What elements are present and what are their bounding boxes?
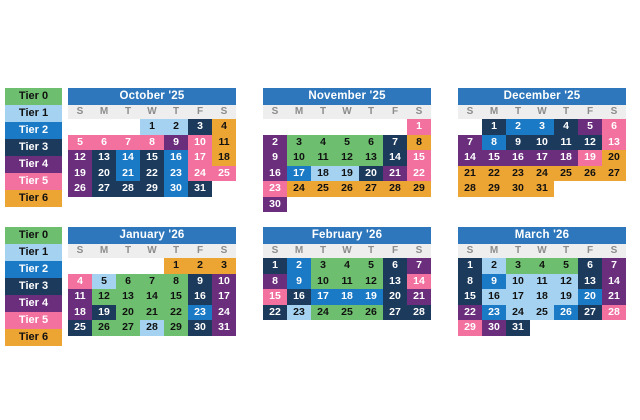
day-cell-tier-6: 18 [212, 150, 236, 166]
day-cell-tier-0: 8 [164, 274, 188, 290]
day-of-week-label: T [367, 245, 375, 256]
day-cell-tier-3: 28 [407, 305, 431, 321]
day-cell-tier-1: 28 [140, 320, 164, 336]
day-cell-tier-3: 11 [554, 135, 578, 151]
day-cell-tier-3: 29 [140, 181, 164, 197]
day-cell-tier-3: 13 [578, 274, 602, 290]
day-cell-tier-6: 29 [482, 181, 506, 197]
day-cell-tier-0: 3 [311, 258, 335, 274]
day-cell-tier-1: 1 [140, 119, 164, 135]
day-cell-tier-2: 2 [506, 119, 530, 135]
day-cell-tier-1: 16 [482, 289, 506, 305]
day-cell-tier-2: 23 [188, 305, 212, 321]
day-cell-tier-2: 17 [311, 289, 335, 305]
day-of-week-label: T [172, 245, 180, 256]
legend-tier-0: Tier 0 [5, 88, 62, 105]
day-of-week-label: S [466, 106, 474, 117]
day-of-week-label: S [76, 106, 84, 117]
day-of-week-label: S [610, 106, 618, 117]
day-cell-tier-3: 10 [530, 135, 554, 151]
day-cell-tier-3: 6 [578, 258, 602, 274]
day-cell-tier-1: 23 [287, 305, 311, 321]
day-cell-tier-3: 27 [92, 181, 116, 197]
day-cell-tier-5: 6 [92, 135, 116, 151]
day-cell-tier-1: 17 [506, 289, 530, 305]
day-cell-tier-6: 25 [311, 181, 335, 197]
day-of-week-label: S [76, 245, 84, 256]
day-grid [68, 258, 236, 336]
day-cell-tier-3: 12 [578, 135, 602, 151]
day-of-week-row [263, 244, 431, 258]
empty-day-cell [287, 119, 311, 135]
day-cell-tier-1: 19 [554, 289, 578, 305]
day-cell-tier-3: 20 [383, 289, 407, 305]
day-cell-tier-4: 18 [68, 305, 92, 321]
day-cell-tier-5: 6 [602, 119, 626, 135]
day-cell-tier-4: 24 [212, 305, 236, 321]
day-cell-tier-6: 2 [188, 258, 212, 274]
legend-tier-5: Tier 5 [5, 312, 62, 329]
day-cell-tier-3: 28 [116, 181, 140, 197]
empty-day-cell [140, 258, 164, 274]
day-of-week-label: T [562, 245, 570, 256]
day-cell-tier-3: 3 [188, 119, 212, 135]
day-cell-tier-3: 20 [92, 166, 116, 182]
day-cell-tier-1: 24 [506, 305, 530, 321]
day-cell-tier-1: 19 [335, 166, 359, 182]
day-cell-tier-6: 28 [383, 181, 407, 197]
day-cell-tier-6: 28 [458, 181, 482, 197]
day-cell-tier-3: 8 [458, 274, 482, 290]
day-cell-tier-2: 9 [482, 274, 506, 290]
day-cell-tier-0: 21 [140, 305, 164, 321]
day-cell-tier-0: 11 [335, 274, 359, 290]
empty-day-cell [263, 119, 287, 135]
day-cell-tier-0: 26 [359, 305, 383, 321]
day-of-week-label: M [294, 245, 304, 256]
day-cell-tier-3: 13 [92, 150, 116, 166]
day-cell-tier-0: 6 [359, 135, 383, 151]
day-cell-tier-3: 27 [383, 305, 407, 321]
day-cell-tier-2: 23 [164, 166, 188, 182]
day-cell-tier-3: 1 [458, 258, 482, 274]
day-of-week-label: M [489, 106, 499, 117]
day-of-week-label: T [172, 106, 180, 117]
day-cell-tier-5: 1 [407, 119, 431, 135]
legend-tier-6: Tier 6 [5, 190, 62, 207]
day-cell-tier-4: 7 [602, 258, 626, 274]
day-cell-tier-0: 7 [140, 274, 164, 290]
day-cell-tier-4: 16 [506, 150, 530, 166]
day-of-week-row [458, 244, 626, 258]
day-cell-tier-5: 22 [407, 166, 431, 182]
day-of-week-label: S [271, 106, 279, 117]
empty-day-cell [68, 258, 92, 274]
calendar-january-26 [68, 227, 236, 336]
day-cell-tier-6: 24 [530, 166, 554, 182]
day-cell-tier-4: 26 [68, 181, 92, 197]
calendar-december-25 [458, 88, 626, 197]
day-cell-tier-2: 14 [116, 150, 140, 166]
day-cell-tier-4: 22 [458, 305, 482, 321]
day-cell-tier-4: 17 [530, 150, 554, 166]
day-of-week-label: T [124, 106, 132, 117]
day-cell-tier-0: 25 [335, 305, 359, 321]
day-cell-tier-1: 18 [530, 289, 554, 305]
day-cell-tier-4: 8 [263, 274, 287, 290]
day-cell-tier-6: 26 [335, 181, 359, 197]
legend-tier-4: Tier 4 [5, 295, 62, 312]
day-cell-tier-0: 20 [116, 305, 140, 321]
day-of-week-label: F [586, 106, 594, 117]
day-of-week-label: T [124, 245, 132, 256]
day-of-week-label: W [537, 106, 547, 117]
day-cell-tier-4: 19 [68, 166, 92, 182]
month-header: December '25 [458, 88, 626, 105]
day-cell-tier-2: 26 [554, 305, 578, 321]
day-cell-tier-0: 15 [164, 289, 188, 305]
day-grid [68, 119, 236, 197]
legend-tier-1: Tier 1 [5, 105, 62, 122]
day-cell-tier-2: 30 [164, 181, 188, 197]
day-cell-tier-4: 16 [263, 166, 287, 182]
day-cell-tier-0: 3 [287, 135, 311, 151]
day-cell-tier-3: 22 [263, 305, 287, 321]
day-cell-tier-3: 9 [188, 274, 212, 290]
day-of-week-label: F [586, 245, 594, 256]
day-cell-tier-3: 16 [287, 289, 311, 305]
day-cell-tier-0: 5 [335, 135, 359, 151]
day-cell-tier-4: 14 [602, 274, 626, 290]
day-grid [458, 119, 626, 197]
day-of-week-row [458, 105, 626, 119]
day-cell-tier-0: 10 [311, 274, 335, 290]
day-cell-tier-0: 27 [116, 320, 140, 336]
day-cell-tier-5: 23 [263, 181, 287, 197]
months-row-bottom [68, 227, 626, 336]
day-cell-tier-2: 17 [287, 166, 311, 182]
day-cell-tier-3: 9 [506, 135, 530, 151]
empty-day-cell [311, 119, 335, 135]
day-cell-tier-5: 13 [602, 135, 626, 151]
day-cell-tier-0: 6 [116, 274, 140, 290]
day-cell-tier-5: 14 [407, 274, 431, 290]
day-of-week-label: F [196, 106, 204, 117]
day-cell-tier-2: 18 [335, 289, 359, 305]
day-cell-tier-2: 20 [578, 289, 602, 305]
day-cell-tier-4: 15 [482, 150, 506, 166]
legend-tier-3: Tier 3 [5, 278, 62, 295]
day-cell-tier-5: 24 [188, 166, 212, 182]
day-cell-tier-0: 12 [92, 289, 116, 305]
legend-tier-5: Tier 5 [5, 173, 62, 190]
day-of-week-label: W [147, 106, 157, 117]
day-cell-tier-4: 10 [212, 274, 236, 290]
day-cell-tier-1: 18 [311, 166, 335, 182]
day-of-week-label: T [367, 106, 375, 117]
day-cell-tier-0: 26 [92, 320, 116, 336]
day-grid [458, 258, 626, 336]
day-cell-tier-6: 30 [506, 181, 530, 197]
legend-tier-0: Tier 0 [5, 227, 62, 244]
day-of-week-label: M [99, 106, 109, 117]
calendar-march-26 [458, 227, 626, 336]
day-cell-tier-0: 24 [311, 305, 335, 321]
calendar-november-25 [263, 88, 431, 212]
day-cell-tier-6: 26 [578, 166, 602, 182]
day-cell-tier-3: 22 [140, 166, 164, 182]
day-of-week-label: S [220, 245, 228, 256]
day-cell-tier-6: 29 [407, 181, 431, 197]
day-cell-tier-4: 9 [164, 135, 188, 151]
day-cell-tier-6: 1 [164, 258, 188, 274]
day-of-week-label: S [220, 106, 228, 117]
day-cell-tier-1: 5 [92, 274, 116, 290]
day-of-week-label: T [514, 106, 522, 117]
day-cell-tier-2: 23 [482, 305, 506, 321]
day-cell-tier-4: 21 [407, 289, 431, 305]
day-cell-tier-2: 19 [359, 289, 383, 305]
day-of-week-label: T [514, 245, 522, 256]
calendar-october-25 [68, 88, 236, 197]
empty-day-cell [359, 119, 383, 135]
day-of-week-label: F [196, 245, 204, 256]
day-cell-tier-0: 4 [530, 258, 554, 274]
day-cell-tier-3: 25 [68, 320, 92, 336]
empty-day-cell [68, 119, 92, 135]
day-cell-tier-0: 12 [359, 274, 383, 290]
day-cell-tier-5: 15 [263, 289, 287, 305]
day-cell-tier-0: 4 [311, 135, 335, 151]
day-cell-tier-1: 2 [164, 119, 188, 135]
day-cell-tier-1: 12 [554, 274, 578, 290]
day-cell-tier-3: 1 [263, 258, 287, 274]
day-cell-tier-4: 9 [263, 150, 287, 166]
day-cell-tier-0: 11 [311, 150, 335, 166]
day-of-week-label: S [415, 106, 423, 117]
calendar-february-26 [263, 227, 431, 320]
legend-tier-6: Tier 6 [5, 329, 62, 346]
day-cell-tier-5: 10 [188, 135, 212, 151]
day-of-week-row [263, 105, 431, 119]
day-cell-tier-1: 25 [530, 305, 554, 321]
day-cell-tier-2: 16 [164, 150, 188, 166]
day-cell-tier-3: 31 [188, 181, 212, 197]
day-cell-tier-3: 4 [554, 119, 578, 135]
day-cell-tier-1: 10 [506, 274, 530, 290]
day-cell-tier-4: 31 [212, 320, 236, 336]
day-cell-tier-4: 14 [458, 150, 482, 166]
day-cell-tier-1: 11 [530, 274, 554, 290]
day-cell-tier-0: 14 [140, 289, 164, 305]
day-cell-tier-4: 18 [554, 150, 578, 166]
day-cell-tier-2: 3 [530, 119, 554, 135]
day-cell-tier-3: 15 [140, 150, 164, 166]
day-cell-tier-0: 13 [116, 289, 140, 305]
month-header: November '25 [263, 88, 431, 105]
day-cell-tier-0: 22 [164, 305, 188, 321]
day-cell-tier-5: 25 [212, 166, 236, 182]
day-cell-tier-6: 21 [458, 166, 482, 182]
day-cell-tier-3: 6 [383, 258, 407, 274]
day-cell-tier-4: 12 [68, 150, 92, 166]
day-cell-tier-5: 17 [188, 150, 212, 166]
day-cell-tier-6: 27 [359, 181, 383, 197]
day-cell-tier-4: 21 [602, 289, 626, 305]
day-cell-tier-4: 30 [263, 197, 287, 213]
day-cell-tier-4: 7 [407, 258, 431, 274]
day-cell-tier-5: 8 [140, 135, 164, 151]
day-cell-tier-3: 27 [578, 305, 602, 321]
day-cell-tier-6: 27 [602, 166, 626, 182]
day-cell-tier-3: 31 [506, 320, 530, 336]
day-cell-tier-6: 11 [212, 135, 236, 151]
day-of-week-row [68, 244, 236, 258]
day-cell-tier-6: 31 [530, 181, 554, 197]
day-cell-tier-6: 24 [287, 181, 311, 197]
day-cell-tier-6: 20 [602, 150, 626, 166]
day-of-week-row [68, 105, 236, 119]
day-cell-tier-5: 29 [458, 320, 482, 336]
day-cell-tier-4: 17 [212, 289, 236, 305]
day-cell-tier-0: 12 [335, 150, 359, 166]
day-cell-tier-3: 7 [383, 135, 407, 151]
legend-tier-3: Tier 3 [5, 139, 62, 156]
day-cell-tier-2: 21 [116, 166, 140, 182]
day-of-week-label: W [147, 245, 157, 256]
empty-day-cell [92, 119, 116, 135]
day-cell-tier-0: 4 [335, 258, 359, 274]
day-grid [263, 258, 431, 320]
day-cell-tier-3: 19 [92, 305, 116, 321]
day-cell-tier-6: 22 [482, 166, 506, 182]
day-cell-tier-0: 10 [287, 150, 311, 166]
day-cell-tier-3: 13 [383, 274, 407, 290]
day-cell-tier-3: 20 [359, 166, 383, 182]
day-of-week-label: W [342, 106, 352, 117]
month-header: March '26 [458, 227, 626, 244]
empty-day-cell [383, 119, 407, 135]
legend-tier-2: Tier 2 [5, 261, 62, 278]
day-of-week-label: T [319, 245, 327, 256]
day-cell-tier-4: 2 [263, 135, 287, 151]
day-cell-tier-0: 3 [506, 258, 530, 274]
day-cell-tier-0: 13 [359, 150, 383, 166]
day-of-week-label: T [562, 106, 570, 117]
day-cell-tier-3: 16 [188, 289, 212, 305]
months-row-top [68, 88, 626, 212]
calendar-row-2026 [5, 227, 626, 346]
day-cell-tier-5: 28 [602, 305, 626, 321]
day-cell-tier-0: 5 [554, 258, 578, 274]
month-header: January '26 [68, 227, 236, 244]
day-cell-tier-5: 5 [68, 135, 92, 151]
day-cell-tier-4: 11 [68, 289, 92, 305]
day-of-week-label: F [391, 106, 399, 117]
day-of-week-label: F [391, 245, 399, 256]
empty-day-cell [116, 119, 140, 135]
day-cell-tier-4: 5 [578, 119, 602, 135]
legend-tier-4: Tier 4 [5, 156, 62, 173]
empty-day-cell [458, 119, 482, 135]
day-cell-tier-5: 19 [578, 150, 602, 166]
day-of-week-label: W [342, 245, 352, 256]
day-cell-tier-2: 8 [482, 135, 506, 151]
month-header: February '26 [263, 227, 431, 244]
day-cell-tier-6: 3 [212, 258, 236, 274]
tier-legend-bottom [5, 227, 62, 346]
day-cell-tier-0: 5 [359, 258, 383, 274]
day-of-week-label: S [466, 245, 474, 256]
empty-day-cell [335, 119, 359, 135]
day-cell-tier-5: 7 [116, 135, 140, 151]
day-grid [263, 119, 431, 212]
day-cell-tier-2: 9 [287, 274, 311, 290]
legend-tier-1: Tier 1 [5, 244, 62, 261]
day-cell-tier-3: 15 [458, 289, 482, 305]
day-cell-tier-3: 1 [482, 119, 506, 135]
day-cell-tier-1: 2 [482, 258, 506, 274]
day-cell-tier-0: 29 [164, 320, 188, 336]
day-cell-tier-6: 23 [506, 166, 530, 182]
empty-day-cell [116, 258, 140, 274]
day-of-week-label: M [489, 245, 499, 256]
day-of-week-label: S [610, 245, 618, 256]
day-of-week-label: S [415, 245, 423, 256]
day-cell-tier-3: 14 [383, 150, 407, 166]
day-of-week-label: W [537, 245, 547, 256]
day-of-week-label: M [294, 106, 304, 117]
calendar-row-2025 [5, 88, 626, 212]
day-cell-tier-6: 4 [212, 119, 236, 135]
day-cell-tier-6: 25 [554, 166, 578, 182]
day-of-week-label: M [99, 245, 109, 256]
month-header: October '25 [68, 88, 236, 105]
empty-day-cell [92, 258, 116, 274]
day-of-week-label: S [271, 245, 279, 256]
day-cell-tier-5: 15 [407, 150, 431, 166]
tier-legend-top [5, 88, 62, 207]
day-cell-tier-5: 4 [68, 274, 92, 290]
legend-tier-2: Tier 2 [5, 122, 62, 139]
day-cell-tier-4: 21 [383, 166, 407, 182]
day-cell-tier-4: 7 [458, 135, 482, 151]
day-cell-tier-4: 30 [482, 320, 506, 336]
day-cell-tier-2: 2 [287, 258, 311, 274]
day-of-week-label: T [319, 106, 327, 117]
day-cell-tier-6: 8 [407, 135, 431, 151]
day-cell-tier-3: 30 [188, 320, 212, 336]
